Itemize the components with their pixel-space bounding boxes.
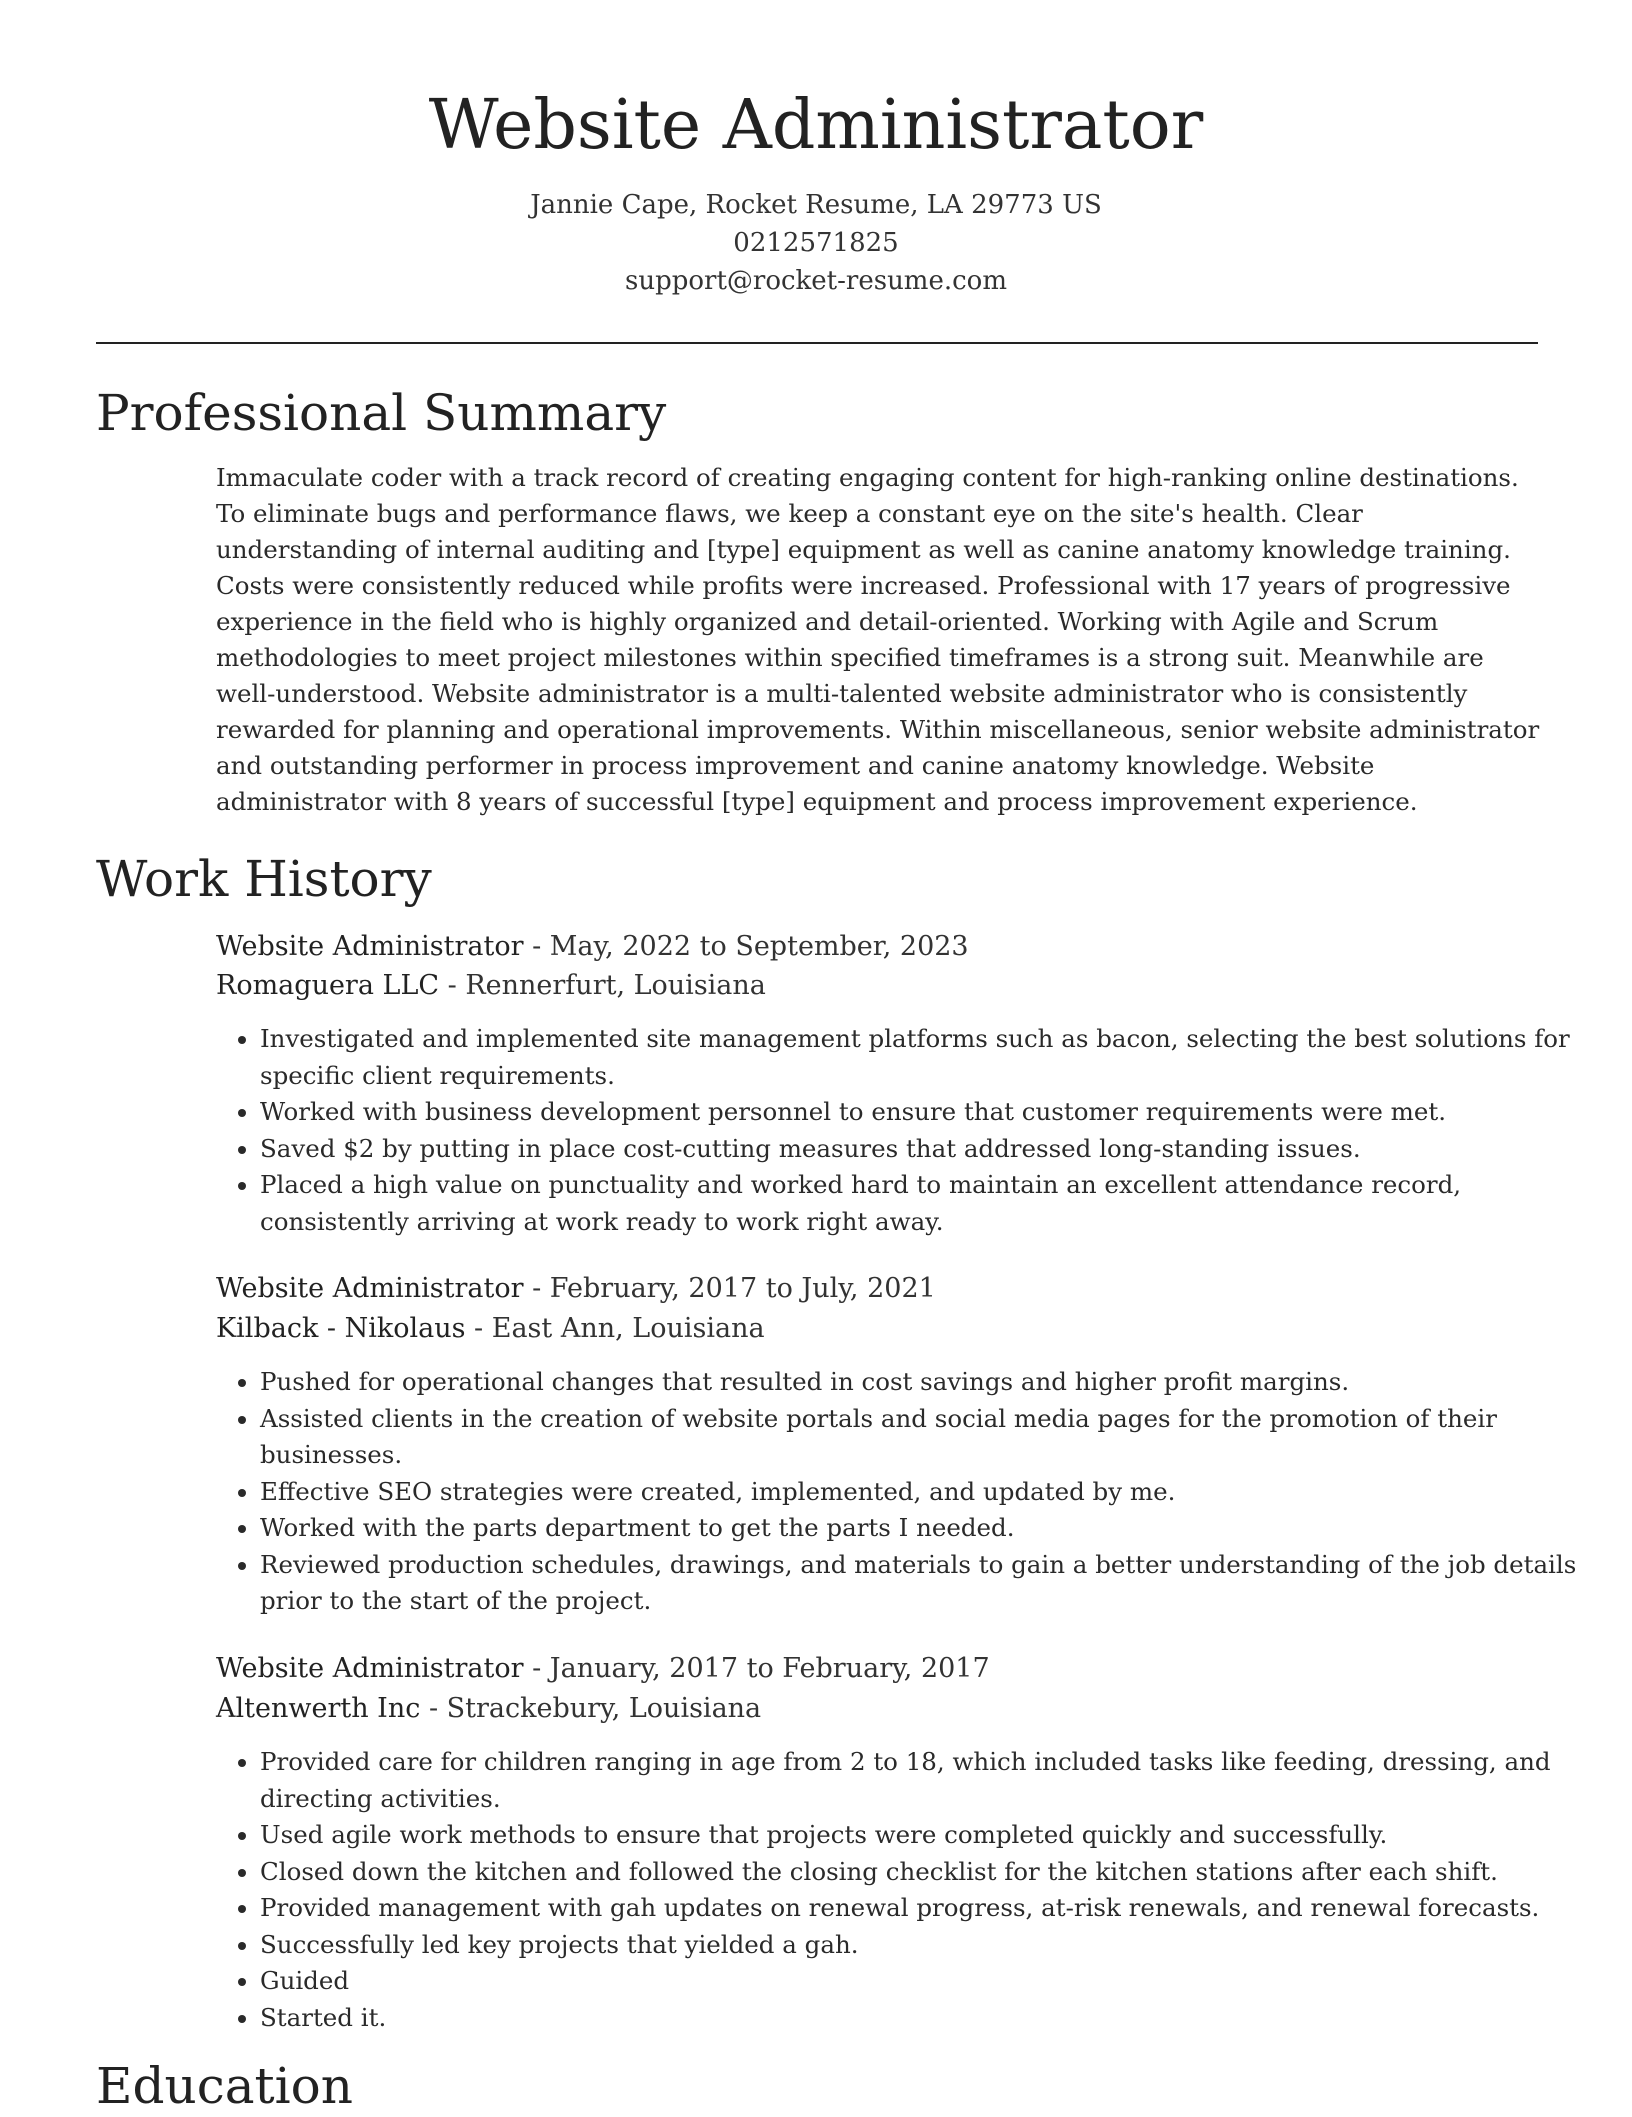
education-heading: Education [96, 2057, 353, 2115]
job-3-title: Website Administrator [216, 1653, 524, 1684]
list-item: • Pushed for operational changes that resulted in cost savings and higher profit margins. [260, 1364, 1590, 1401]
job-2-dates: - February, 2017 to July, 2021 [523, 1273, 936, 1304]
job-3-bullets [216, 1744, 1590, 2036]
contact-phone: 0212571825 [733, 228, 899, 258]
list-item: • Saved $2 by putting in place cost-cutting measures that addressed long-standing issues. [260, 1131, 1590, 1168]
job-3-company: Altenwerth Inc [216, 1693, 421, 1724]
job-3-title-line [216, 1649, 990, 1689]
job-2-bullets [216, 1364, 1590, 1620]
list-item: • Guided [260, 1963, 1590, 2000]
job-1-title-line [216, 927, 969, 967]
job-1-title: Website Administrator [216, 931, 524, 962]
resume-title: Website Administrator [428, 86, 1204, 165]
list-item: • Effective SEO strategies were created, implemented, and updated by me. [260, 1474, 1590, 1511]
list-item: • Started it. [260, 2000, 1590, 2037]
job-1-dates: - May, 2022 to September, 2023 [523, 931, 969, 962]
job-2-company-line [216, 1309, 765, 1349]
list-item: • Provided care for children ranging in age from 2 to 18, which included tasks like feeding, dressing, and directing activities. [260, 1744, 1590, 1817]
job-2-company: Kilback - Nikolaus [216, 1313, 466, 1344]
list-item: • Investigated and implemented site management platforms such as bacon, selecting the best solutions for specific client requirements. [260, 1021, 1590, 1094]
job-3-location: - Strackebury, Louisiana [420, 1693, 762, 1724]
list-item: • Worked with the parts department to get the parts I needed. [260, 1510, 1590, 1547]
header-divider [96, 342, 1538, 344]
job-1-company: Romaguera LLC [216, 970, 440, 1001]
list-item: • Closed down the kitchen and followed the closing checklist for the kitchen stations after each shift. [260, 1854, 1590, 1891]
job-2-location: - East Ann, Louisiana [465, 1313, 765, 1344]
work-history-heading: Work History [96, 850, 432, 908]
job-1-location: - Rennerfurt, Louisiana [439, 970, 766, 1001]
list-item: • Provided management with gah updates on renewal progress, at-risk renewals, and renewal forecasts. [260, 1890, 1590, 1927]
job-2-title-line [216, 1269, 936, 1309]
list-item: • Successfully led key projects that yielded a gah. [260, 1927, 1590, 1964]
job-1-bullets [216, 1021, 1590, 1240]
resume-header [0, 80, 1632, 300]
contact-address: Jannie Cape, Rocket Resume, LA 29773 US [530, 190, 1102, 220]
contact-email: support@rocket-resume.com [624, 266, 1007, 296]
job-3-company-line [216, 1689, 761, 1729]
job-2-title: Website Administrator [216, 1273, 524, 1304]
list-item: • Reviewed production schedules, drawings, and materials to gain a better understanding of the job details prior to the start of the project. [260, 1547, 1590, 1620]
job-1-company-line [216, 966, 766, 1006]
contact-block [0, 186, 1632, 300]
list-item: • Assisted clients in the creation of website portals and social media pages for the promotion of their businesses. [260, 1401, 1590, 1474]
list-item: • Used agile work methods to ensure that projects were completed quickly and successfully. [260, 1817, 1590, 1854]
summary-text: Immaculate coder with a track record of creating engaging content for high-ranking online destinations. To eliminate bugs and performance flaws, we keep a constant eye on the site's health. Clear understanding of internal auditing and [type] equipment as well as canine anatomy knowledge training. Costs were consistently reduced while profits were increased. Professional with 17 years of progressive experience in the field who is highly organized and detail-oriented. Working with Agile and Scrum methodologies to meet project milestones within specified timeframes is a strong suit. Meanwhile are well-understood. Website administrator is a multi-talented website administrator who is consistently rewarded for planning and operational improvements. Within miscellaneous, senior website administrator and outstanding performer in process improvement and canine anatomy knowledge. Website administrator with 8 years of successful [type] equipment and process improvement experience. [216, 463, 1540, 816]
list-item: • Placed a high value on punctuality and worked hard to maintain an excellent attendance record, consistently arriving at work ready to work right away. [260, 1167, 1590, 1240]
list-item: • Worked with business development personnel to ensure that customer requirements were met. [260, 1094, 1590, 1131]
summary-heading: Professional Summary [96, 384, 667, 442]
job-3-dates: - January, 2017 to February, 2017 [523, 1653, 990, 1684]
